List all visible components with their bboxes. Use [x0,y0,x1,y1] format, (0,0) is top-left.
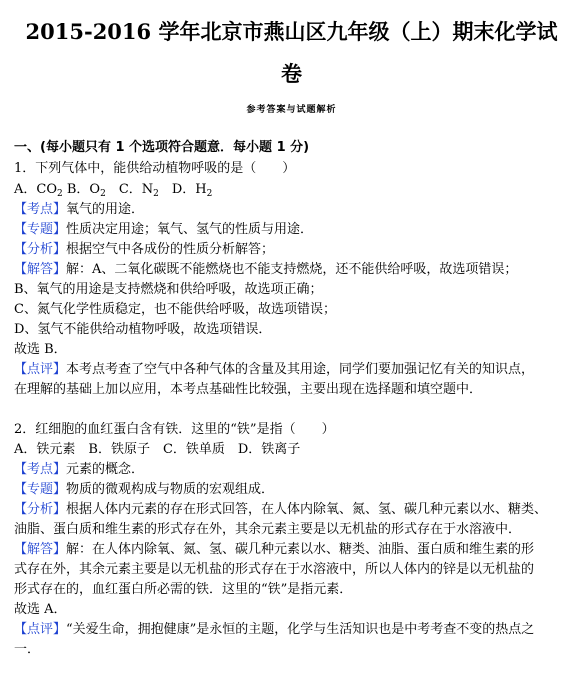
q2-zhuanti: 【专题】物质的微观构成与物质的宏观组成． [14,482,275,497]
q1-jieda-b: B、氧气的用途是支持燃烧和供给呼吸，故选项正确； [14,282,323,297]
q2-kaodian: 【考点】元素的概念． [14,462,145,477]
q1-fenxi: 【分析】根据空气中各成份的性质分析解答； [14,242,275,257]
q2-jieda: 【解答】解：在人体内除氧、氮、氢、碳几种元素以水、糖类、油脂、蛋白质和维生素的形 [14,542,535,557]
dianping-tag: 【点评】 [14,622,67,637]
q2-dianping: 【点评】“关爱生命，拥抱健康”是永恒的主题，化学与生活知识也是中考考查不变的热点之 [14,622,535,637]
q1-kaodian: 【考点】氧气的用途． [14,202,145,217]
document-title-line1: 2015-2016 学年北京市燕山区九年级（上）期末化学试 [25,19,558,44]
q1-dianping-2: 在理解的基础上加以应用，本考点基础性比较强，主要出现在选择题和填空题中． [14,382,483,397]
zhuanti-tag: 【专题】 [14,482,67,497]
q1-zhuanti: 【专题】性质决定用途；氧气、氢气的性质与用途． [14,222,314,237]
q1-dianping: 【点评】本考点考查了空气中各种气体的含量及其用途，同学们要加强记忆有关的知识点， [14,362,535,377]
q2-stem: 2．红细胞的血红蛋白含有铁．这里的“铁”是指（ ） [14,422,335,437]
fenxi-tag: 【分析】 [14,502,67,517]
q2-answer: 故选 A． [14,602,67,617]
q1-jieda-c: C、氮气化学性质稳定，也不能供给呼吸，故选项错误； [14,302,336,317]
section-heading: 一、(每小题只有 1 个选项符合题意．每小题 1 分) [14,140,310,155]
q1-jieda: 【解答】解：A、二氧化碳既不能燃烧也不能支持燃烧，还不能供给呼吸，故选项错误； [14,262,518,277]
q1-answer: 故选 B． [14,342,67,357]
jieda-tag: 【解答】 [14,542,67,557]
dianping-tag: 【点评】 [14,362,67,377]
kaodian-tag: 【考点】 [14,202,67,217]
document-title-line2: 卷 [281,61,302,86]
q1-options: A．$CO_2$ B．$O_2$ C．$N_2$ D．$H_2$ [14,182,213,199]
jieda-tag: 【解答】 [14,262,67,277]
q2-fenxi: 【分析】根据人体内元素的存在形式回答，在人体内除氧、氮、氢、碳几种元素以水、糖类、 [14,502,548,517]
q1-jieda-d: D、氢气不能供给动植物呼吸，故选项错误． [14,322,272,337]
document-subtitle: 参考答案与试题解析 [246,105,337,115]
q2-options: A．铁元素 B．铁原子 C．铁单质 D．铁离子 [14,442,301,457]
q2-fenxi-2: 油脂、蛋白质和维生素的形式存在外，其余元素主要是以无机盐的形式存在于水溶液中． [14,522,522,537]
q2-jieda-2: 式存在外，其余元素主要是以无机盐的形式存在于水溶液中，所以人体内的锌是以无机盐的 [14,562,535,577]
zhuanti-tag: 【专题】 [14,222,67,237]
kaodian-tag: 【考点】 [14,462,67,477]
q2-dianping-2: 一． [14,642,41,657]
q2-jieda-3: 形式存在的，血红蛋白所必需的铁．这里的“铁”是指元素． [14,582,353,597]
fenxi-tag: 【分析】 [14,242,67,257]
q1-stem: 1．下列气体中，能供给动植物呼吸的是（ ） [14,161,296,176]
